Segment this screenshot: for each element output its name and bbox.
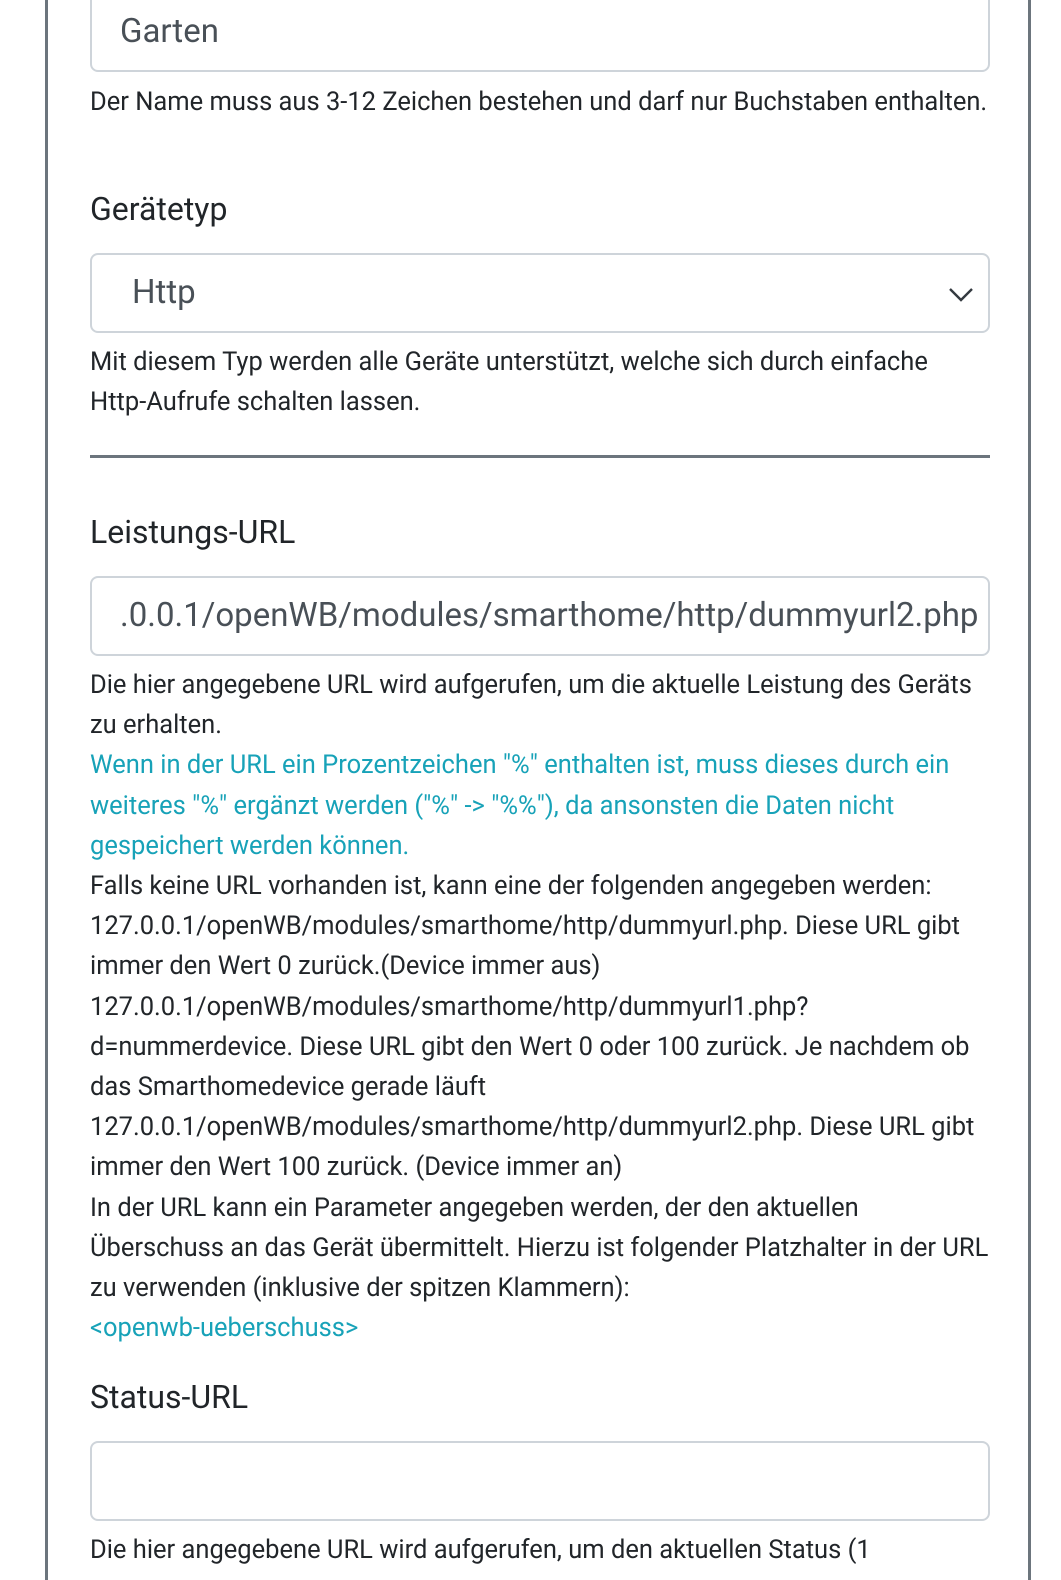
device-type-label: Gerätetyp <box>90 190 228 228</box>
chevron-down-icon <box>948 281 974 307</box>
power-url-value: .0.0.1/openWB/modules/smarthome/http/dummyurl2.php <box>120 596 979 635</box>
device-type-selected: Http <box>132 273 196 312</box>
device-name-input[interactable] <box>90 0 990 72</box>
fallback-urls-info: Falls keine URL vorhanden ist, kann eine der folgenden angegeben werden: 127.0.0.1/openWB/modules/smarthome/http/dummyurl.php. Diese URL gibt immer den Wert 0 zurück.(Device immer aus) 127.0.0.1/openWB/modules/smarthome/http/dummyurl1.php?d=nummerdevice. Diese URL gibt den Wert 0 oder 100 zurück. Je nachdem ob das Smarthomedevice gerade läuft 127.0.0.1/openWB/modules/smarthome/http/dummyurl2.php. Diese URL gibt immer den Wert 100 zurück. (Device immer an) <box>90 871 975 1183</box>
device-type-select[interactable] <box>90 253 990 333</box>
status-url-label: Status-URL <box>90 1378 249 1416</box>
device-name-help: Der Name muss aus 3-12 Zeichen bestehen und darf nur Buchstaben enthalten. <box>90 87 988 117</box>
device-type-help: Mit diesem Typ werden alle Geräte unterstützt, welche sich durch einfache Http-Aufrufe schalten lassen. <box>90 347 928 418</box>
parameter-info: In der URL kann ein Parameter angegeben werden, der den aktuellen Überschuss an das Gerät übermittelt. Hierzu ist folgender Platzhalter in der URL zu verwenden (inklusive der spitzen Klammern): <box>90 1192 989 1304</box>
section-divider <box>90 455 990 458</box>
placeholder-token: <openwb-ueberschuss> <box>90 1313 359 1344</box>
status-url-help: Die hier angegebene URL wird aufgerufen, um den aktuellen Status (1 <box>90 1535 871 1565</box>
power-url-label: Leistungs-URL <box>90 513 296 551</box>
power-url-help-intro: Die hier angegebene URL wird aufgerufen, um die aktuelle Leistung des Geräts zu erhalten. <box>90 670 972 741</box>
power-url-help <box>90 665 990 1348</box>
power-url-input[interactable] <box>90 576 990 656</box>
status-url-input[interactable] <box>90 1441 990 1521</box>
device-name-value: Garten <box>120 12 219 51</box>
percent-warning: Wenn in der URL ein Prozentzeichen "%" enthalten ist, muss dieses durch ein weiteres "%" ergänzt werden ("%" -> "%%"), da ansonsten die Daten nicht gespeichert werden können. <box>90 750 950 861</box>
